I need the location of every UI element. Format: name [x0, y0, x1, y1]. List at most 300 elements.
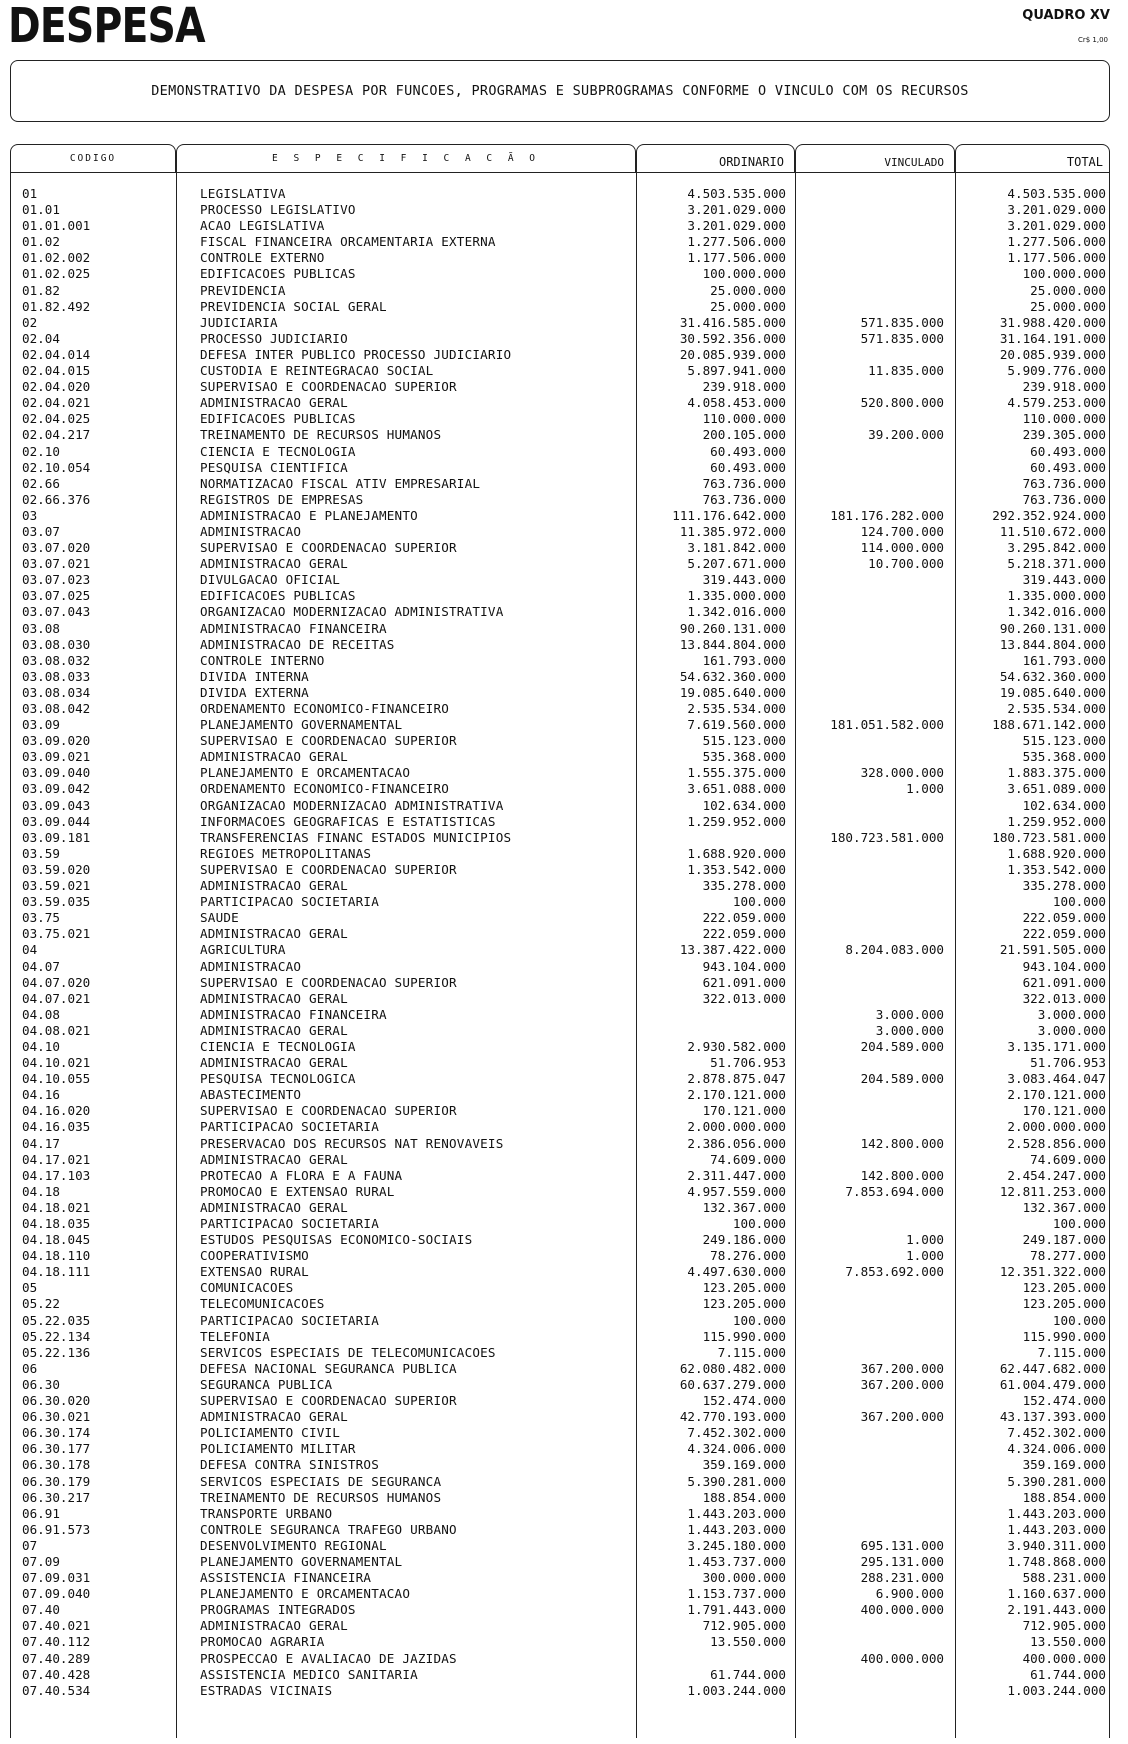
- row-ordinario: 763.736.000: [702, 491, 786, 507]
- row-specification: DEFESA INTER PUBLICO PROCESSO JUDICIARIO: [200, 346, 512, 362]
- row-specification: SUPERVISAO E COORDENACAO SUPERIOR: [200, 974, 457, 990]
- row-code: 03.07.021: [22, 556, 91, 572]
- row-ordinario: 359.169.000: [702, 1457, 786, 1473]
- row-total: 7.115.000: [1037, 1344, 1106, 1360]
- row-code: 06.91: [22, 1505, 60, 1521]
- row-ordinario: 535.368.000: [702, 749, 786, 765]
- table-row: [0, 427, 1128, 443]
- row-ordinario: 300.000.000: [702, 1570, 786, 1586]
- row-specification: DIVULGACAO OFICIAL: [200, 572, 341, 588]
- row-code: 07.40.112: [22, 1634, 91, 1650]
- row-total: 188.671.142.000: [992, 717, 1106, 733]
- row-ordinario: 100.000: [732, 1216, 786, 1231]
- row-ordinario: 1.353.542.000: [687, 861, 786, 877]
- row-specification: PROTECAO A FLORA E A FAUNA: [200, 1167, 403, 1183]
- column-header-total: [955, 144, 1110, 172]
- row-total: 152.474.000: [1022, 1393, 1106, 1409]
- table-row: [0, 1554, 1128, 1570]
- row-vinculado: 10.700.000: [868, 556, 944, 572]
- row-specification: SERVICOS ESPECIAIS DE SEGURANCA: [200, 1473, 442, 1489]
- table-row: [0, 1602, 1128, 1618]
- row-total: 3.083.464.047: [1007, 1071, 1106, 1087]
- table-row: [0, 653, 1128, 669]
- row-specification: NORMATIZACAO FISCAL ATIV EMPRESARIAL: [200, 475, 481, 491]
- row-code: 05.22.136: [22, 1344, 91, 1360]
- row-ordinario: 1.555.375.000: [687, 765, 786, 781]
- table-row: [0, 733, 1128, 749]
- row-total: 31.164.191.000: [999, 330, 1106, 346]
- row-ordinario: 1.791.443.000: [687, 1602, 786, 1618]
- row-ordinario: 222.059.000: [702, 926, 786, 942]
- row-ordinario: 1.177.506.000: [687, 250, 786, 266]
- row-ordinario: 335.278.000: [702, 878, 786, 894]
- row-specification: COOPERATIVISMO: [200, 1248, 309, 1264]
- row-specification: PARTICIPACAO SOCIETARIA: [200, 1312, 379, 1328]
- row-specification: PROCESSO JUDICIARIO: [200, 330, 348, 346]
- row-total: 239.305.000: [1022, 427, 1106, 443]
- table-row: [0, 669, 1128, 685]
- table-row: [0, 1490, 1128, 1506]
- table-row: [0, 1570, 1128, 1586]
- row-code: 04.18.045: [22, 1232, 91, 1248]
- row-code: 03.08.033: [22, 668, 91, 684]
- row-code: 05: [22, 1280, 38, 1296]
- row-specification: TELEFONIA: [200, 1328, 271, 1344]
- row-ordinario: 1.153.737.000: [687, 1586, 786, 1602]
- row-vinculado: 1.000: [906, 781, 944, 797]
- table-row: [0, 1168, 1128, 1184]
- row-ordinario: 60.637.279.000: [679, 1376, 786, 1392]
- row-specification: CUSTODIA E REINTEGRACAO SOCIAL: [200, 363, 434, 379]
- row-specification: PLANEJAMENTO GOVERNAMENTAL: [200, 717, 403, 733]
- row-ordinario: 90.260.131.000: [679, 620, 786, 636]
- row-vinculado: 295.131.000: [860, 1553, 944, 1569]
- row-total: 1.335.000.000: [1007, 588, 1106, 604]
- row-ordinario: 515.123.000: [702, 733, 786, 749]
- row-specification: ADMINISTRACAO GERAL: [200, 990, 348, 1006]
- row-total: 4.503.535.000: [1007, 186, 1106, 201]
- table-row: [0, 556, 1128, 572]
- row-total: 1.688.920.000: [1007, 845, 1106, 861]
- row-code: 06.30.021: [22, 1409, 91, 1425]
- row-total: 31.988.420.000: [999, 314, 1106, 330]
- row-code: 07.40.534: [22, 1682, 91, 1698]
- row-vinculado: 1.000: [906, 1232, 944, 1248]
- row-code: 07.09.031: [22, 1570, 91, 1586]
- row-code: 03.59.035: [22, 894, 91, 910]
- table-body: [0, 186, 1128, 1699]
- row-code: 02.04.217: [22, 427, 91, 443]
- row-total: 3.000.000: [1037, 1006, 1106, 1022]
- row-ordinario: 1.443.203.000: [687, 1505, 786, 1521]
- row-total: 1.443.203.000: [1007, 1521, 1106, 1537]
- row-ordinario: 100.000: [732, 894, 786, 910]
- row-code: 01.02: [22, 234, 60, 250]
- row-total: 43.137.393.000: [999, 1409, 1106, 1425]
- row-vinculado: 181.051.582.000: [830, 717, 944, 733]
- row-total: 115.990.000: [1022, 1328, 1106, 1344]
- table-row: [0, 1232, 1128, 1248]
- page-title: DESPESA: [8, 0, 205, 54]
- row-vinculado: 181.176.282.000: [830, 507, 944, 523]
- row-code: 03.59.021: [22, 878, 91, 894]
- row-specification: ACAO LEGISLATIVA: [200, 218, 325, 234]
- row-specification: COMUNICACOES: [200, 1280, 294, 1296]
- row-code: 04.18.021: [22, 1199, 91, 1215]
- row-specification: CIENCIA E TECNOLOGIA: [200, 443, 356, 459]
- row-total: 1.003.244.000: [1007, 1682, 1106, 1698]
- table-row: [0, 266, 1128, 282]
- row-code: 07.40.289: [22, 1650, 91, 1666]
- row-total: 123.205.000: [1022, 1280, 1106, 1296]
- row-ordinario: 31.416.585.000: [679, 314, 786, 330]
- row-specification: EDIFICACOES PUBLICAS: [200, 266, 356, 282]
- row-vinculado: 695.131.000: [860, 1537, 944, 1553]
- table-row: [0, 1119, 1128, 1135]
- table-row: [0, 379, 1128, 395]
- row-code: 02.04.015: [22, 363, 91, 379]
- row-total: 3.135.171.000: [1007, 1038, 1106, 1054]
- table-row: [0, 621, 1128, 637]
- row-total: 292.352.924.000: [992, 507, 1106, 523]
- row-total: 132.367.000: [1022, 1199, 1106, 1215]
- table-row: [0, 894, 1128, 910]
- row-code: 03.08.042: [22, 701, 91, 716]
- row-specification: ADMINISTRACAO E PLANEJAMENTO: [200, 507, 418, 523]
- row-ordinario: 3.245.180.000: [687, 1537, 786, 1553]
- row-specification: ADMINISTRACAO: [200, 958, 302, 974]
- table-row: [0, 1280, 1128, 1296]
- header-divider: [10, 172, 1110, 173]
- row-ordinario: 4.497.630.000: [687, 1264, 786, 1280]
- row-code: 03.08.032: [22, 652, 91, 668]
- row-code: 02.04: [22, 330, 60, 346]
- row-code: 04.08.021: [22, 1022, 91, 1038]
- row-total: 102.634.000: [1022, 797, 1106, 813]
- table-row: [0, 1538, 1128, 1554]
- row-specification: PLANEJAMENTO E ORCAMENTACAO: [200, 1586, 411, 1602]
- table-row: [0, 331, 1128, 347]
- table-row: [0, 347, 1128, 363]
- table-row: [0, 814, 1128, 830]
- row-ordinario: 3.651.088.000: [687, 781, 786, 797]
- row-specification: POLICIAMENTO MILITAR: [200, 1441, 356, 1457]
- row-code: 06.30.020: [22, 1393, 91, 1409]
- row-specification: ADMINISTRACAO GERAL: [200, 926, 348, 942]
- table-row: [0, 1377, 1128, 1393]
- row-ordinario: 25.000.000: [710, 282, 786, 298]
- row-vinculado: 7.853.694.000: [845, 1183, 944, 1199]
- table-row: [0, 1039, 1128, 1055]
- column-header-vinculado: [795, 144, 955, 172]
- row-total: 400.000.000: [1022, 1650, 1106, 1666]
- row-vinculado: 571.835.000: [860, 330, 944, 346]
- row-ordinario: 42.770.193.000: [679, 1409, 786, 1425]
- row-specification: PROSPECCAO E AVALIACAO DE JAZIDAS: [200, 1650, 457, 1666]
- row-ordinario: 249.186.000: [702, 1232, 786, 1248]
- row-total: 2.535.534.000: [1007, 701, 1106, 716]
- row-code: 07: [22, 1537, 38, 1553]
- quadro-label: QUADRO XV: [1022, 8, 1110, 23]
- row-total: 100.000: [1052, 1216, 1106, 1231]
- row-code: 06.91.573: [22, 1521, 91, 1537]
- row-ordinario: 4.324.006.000: [687, 1441, 786, 1457]
- row-total: 5.218.371.000: [1007, 556, 1106, 572]
- row-code: 04.07.020: [22, 974, 91, 990]
- table-row: [0, 781, 1128, 797]
- row-total: 100.000.000: [1022, 266, 1106, 282]
- row-specification: DIVIDA EXTERNA: [200, 684, 309, 700]
- row-ordinario: 13.387.422.000: [679, 942, 786, 958]
- row-total: 322.013.000: [1022, 990, 1106, 1006]
- row-vinculado: 367.200.000: [860, 1409, 944, 1425]
- row-specification: ADMINISTRACAO GERAL: [200, 1055, 348, 1071]
- row-specification: ORGANIZACAO MODERNIZACAO ADMINISTRATIVA: [200, 604, 504, 620]
- row-code: 06.30: [22, 1376, 60, 1392]
- row-vinculado: 1.000: [906, 1248, 944, 1264]
- row-code: 04.18.110: [22, 1248, 91, 1264]
- row-ordinario: 19.085.640.000: [679, 684, 786, 700]
- row-code: 03.07.025: [22, 588, 91, 604]
- row-code: 04.17: [22, 1135, 60, 1151]
- table-row: [0, 942, 1128, 958]
- row-total: 5.909.776.000: [1007, 363, 1106, 379]
- row-ordinario: 78.276.000: [710, 1248, 786, 1264]
- row-ordinario: 20.085.939.000: [679, 346, 786, 362]
- row-specification: DIVIDA INTERNA: [200, 668, 309, 684]
- row-vinculado: 8.204.083.000: [845, 942, 944, 958]
- row-vinculado: 367.200.000: [860, 1376, 944, 1392]
- row-specification: TRANSFERENCIAS FINANC ESTADOS MUNICIPIOS: [200, 829, 512, 845]
- row-code: 04.07.021: [22, 990, 91, 1006]
- row-total: 3.201.029.000: [1007, 202, 1106, 218]
- row-specification: SUPERVISAO E COORDENACAO SUPERIOR: [200, 861, 457, 877]
- table-row: [0, 701, 1128, 717]
- table-row: [0, 363, 1128, 379]
- row-ordinario: 110.000.000: [702, 411, 786, 427]
- row-total: 319.443.000: [1022, 572, 1106, 588]
- row-code: 03.08.034: [22, 684, 91, 700]
- row-ordinario: 1.342.016.000: [687, 604, 786, 620]
- row-ordinario: 1.443.203.000: [687, 1521, 786, 1537]
- row-total: 61.744.000: [1030, 1666, 1106, 1682]
- row-vinculado: 520.800.000: [860, 395, 944, 411]
- row-code: 05.22: [22, 1296, 60, 1312]
- row-specification: ADMINISTRACAO GERAL: [200, 749, 348, 765]
- table-row: [0, 910, 1128, 926]
- table-row: [0, 1023, 1128, 1039]
- row-ordinario: 4.058.453.000: [687, 395, 786, 411]
- row-ordinario: 62.080.482.000: [679, 1360, 786, 1376]
- row-ordinario: 111.176.642.000: [672, 507, 786, 523]
- table-row: [0, 1313, 1128, 1329]
- row-ordinario: 5.390.281.000: [687, 1473, 786, 1489]
- row-code: 03.08.030: [22, 636, 91, 652]
- table-row: [0, 540, 1128, 556]
- row-specification: ADMINISTRACAO GERAL: [200, 1618, 348, 1634]
- row-code: 04.10: [22, 1038, 60, 1054]
- table-row: [0, 218, 1128, 234]
- row-code: 01: [22, 186, 38, 201]
- row-total: 3.000.000: [1037, 1022, 1106, 1038]
- row-total: 110.000.000: [1022, 411, 1106, 427]
- row-specification: DESENVOLVIMENTO REGIONAL: [200, 1537, 387, 1553]
- row-specification: ADMINISTRACAO FINANCEIRA: [200, 1006, 387, 1022]
- row-specification: CONTROLE EXTERNO: [200, 250, 325, 266]
- row-specification: SAUDE: [200, 910, 239, 926]
- row-code: 01.01.001: [22, 218, 91, 234]
- row-code: 06: [22, 1360, 38, 1376]
- row-code: 07.09: [22, 1553, 60, 1569]
- row-code: 05.22.134: [22, 1328, 91, 1344]
- row-specification: CONTROLE INTERNO: [200, 652, 325, 668]
- row-code: 02.04.020: [22, 379, 91, 395]
- row-code: 02.66: [22, 475, 60, 491]
- row-ordinario: 2.000.000.000: [687, 1119, 786, 1135]
- row-total: 4.324.006.000: [1007, 1441, 1106, 1457]
- row-code: 04.16.035: [22, 1119, 91, 1135]
- row-ordinario: 943.104.000: [702, 958, 786, 974]
- row-ordinario: 1.335.000.000: [687, 588, 786, 604]
- row-specification: ABASTECIMENTO: [200, 1087, 302, 1103]
- table-row: [0, 1200, 1128, 1216]
- row-code: 01.82.492: [22, 298, 91, 314]
- row-total: 1.277.506.000: [1007, 234, 1106, 250]
- table-row: [0, 1651, 1128, 1667]
- row-vinculado: 142.800.000: [860, 1135, 944, 1151]
- table-row: [0, 411, 1128, 427]
- table-row: [0, 1425, 1128, 1441]
- table-row: [0, 604, 1128, 620]
- table-row: [0, 202, 1128, 218]
- row-ordinario: 123.205.000: [702, 1280, 786, 1296]
- row-total: 222.059.000: [1022, 926, 1106, 942]
- row-code: 03: [22, 507, 38, 523]
- row-code: 06.30.177: [22, 1441, 91, 1457]
- row-specification: SUPERVISAO E COORDENACAO SUPERIOR: [200, 733, 457, 749]
- row-vinculado: 400.000.000: [860, 1650, 944, 1666]
- row-total: 943.104.000: [1022, 958, 1106, 974]
- table-row: [0, 798, 1128, 814]
- row-specification: PARTICIPACAO SOCIETARIA: [200, 894, 379, 910]
- row-ordinario: 13.550.000: [710, 1634, 786, 1650]
- row-code: 04: [22, 942, 38, 958]
- row-ordinario: 161.793.000: [702, 652, 786, 668]
- row-specification: ADMINISTRACAO GERAL: [200, 1022, 348, 1038]
- row-code: 04.07: [22, 958, 60, 974]
- row-code: 02.04.021: [22, 395, 91, 411]
- row-vinculado: 288.231.000: [860, 1570, 944, 1586]
- row-code: 04.10.055: [22, 1071, 91, 1087]
- table-row: [0, 975, 1128, 991]
- row-code: 01.82: [22, 282, 60, 298]
- row-ordinario: 5.207.671.000: [687, 556, 786, 572]
- table-row: [0, 1136, 1128, 1152]
- row-code: 03.59: [22, 845, 60, 861]
- row-specification: PLANEJAMENTO E ORCAMENTACAO: [200, 765, 411, 781]
- table-row: [0, 1586, 1128, 1602]
- table-row: [0, 830, 1128, 846]
- row-specification: ADMINISTRACAO DE RECEITAS: [200, 636, 395, 652]
- table-row: [0, 1474, 1128, 1490]
- row-code: 07.40.021: [22, 1618, 91, 1634]
- table-row: [0, 283, 1128, 299]
- table-row: [0, 492, 1128, 508]
- table-row: [0, 1071, 1128, 1087]
- row-total: 239.918.000: [1022, 379, 1106, 395]
- row-specification: ADMINISTRACAO: [200, 523, 302, 539]
- row-ordinario: 1.688.920.000: [687, 845, 786, 861]
- row-specification: ESTRADAS VICINAIS: [200, 1682, 333, 1698]
- row-vinculado: 180.723.581.000: [830, 829, 944, 845]
- row-code: 06.30.178: [22, 1457, 91, 1473]
- table-row: [0, 444, 1128, 460]
- row-vinculado: 7.853.692.000: [845, 1264, 944, 1280]
- row-ordinario: 239.918.000: [702, 379, 786, 395]
- row-vinculado: 142.800.000: [860, 1167, 944, 1183]
- row-code: 06.30.179: [22, 1473, 91, 1489]
- row-specification: PESQUISA TECNOLOGICA: [200, 1071, 356, 1087]
- table-row: [0, 862, 1128, 878]
- table-row: [0, 572, 1128, 588]
- row-vinculado: 114.000.000: [860, 540, 944, 556]
- row-ordinario: 100.000.000: [702, 266, 786, 282]
- table-row: [0, 1055, 1128, 1071]
- row-total: 13.550.000: [1030, 1634, 1106, 1650]
- table-row: [0, 524, 1128, 540]
- row-specification: AGRICULTURA: [200, 942, 286, 958]
- row-ordinario: 222.059.000: [702, 910, 786, 926]
- row-ordinario: 2.535.534.000: [687, 701, 786, 716]
- row-total: 25.000.000: [1030, 282, 1106, 298]
- row-ordinario: 11.385.972.000: [679, 523, 786, 539]
- column-header-ordinario-label: ORDINARIO: [718, 155, 784, 169]
- row-total: 359.169.000: [1022, 1457, 1106, 1473]
- row-total: 19.085.640.000: [999, 684, 1106, 700]
- row-specification: CONTROLE SEGURANCA TRAFEGO URBANO: [200, 1521, 457, 1537]
- row-ordinario: 2.878.875.047: [687, 1071, 786, 1087]
- row-total: 51.706.953: [1030, 1055, 1106, 1071]
- table-row: [0, 1506, 1128, 1522]
- column-header-total-label: TOTAL: [1066, 155, 1103, 169]
- row-vinculado: 6.900.000: [875, 1586, 944, 1602]
- row-ordinario: 3.201.029.000: [687, 218, 786, 234]
- row-total: 25.000.000: [1030, 298, 1106, 314]
- row-ordinario: 61.744.000: [710, 1666, 786, 1682]
- row-ordinario: 152.474.000: [702, 1393, 786, 1409]
- table-row: [0, 299, 1128, 315]
- row-total: 1.177.506.000: [1007, 250, 1106, 266]
- row-specification: EXTENSAO RURAL: [200, 1264, 309, 1280]
- table-row: [0, 476, 1128, 492]
- table-row: [0, 1087, 1128, 1103]
- table-row: [0, 1683, 1128, 1699]
- row-vinculado: 39.200.000: [868, 427, 944, 443]
- row-code: 01.01: [22, 202, 60, 218]
- row-total: 54.632.360.000: [999, 668, 1106, 684]
- row-specification: PRESERVACAO DOS RECURSOS NAT RENOVAVEIS: [200, 1135, 504, 1151]
- row-ordinario: 3.201.029.000: [687, 202, 786, 218]
- row-total: 123.205.000: [1022, 1296, 1106, 1312]
- row-ordinario: 2.386.056.000: [687, 1135, 786, 1151]
- currency-note: Cr$ 1,00: [1077, 36, 1108, 44]
- row-total: 3.651.089.000: [1007, 781, 1106, 797]
- row-code: 03.75.021: [22, 926, 91, 942]
- row-total: 21.591.505.000: [999, 942, 1106, 958]
- row-specification: TREINAMENTO DE RECURSOS HUMANOS: [200, 1489, 442, 1505]
- row-total: 90.260.131.000: [999, 620, 1106, 636]
- row-specification: ESTUDOS PESQUISAS ECONOMICO-SOCIAIS: [200, 1232, 473, 1248]
